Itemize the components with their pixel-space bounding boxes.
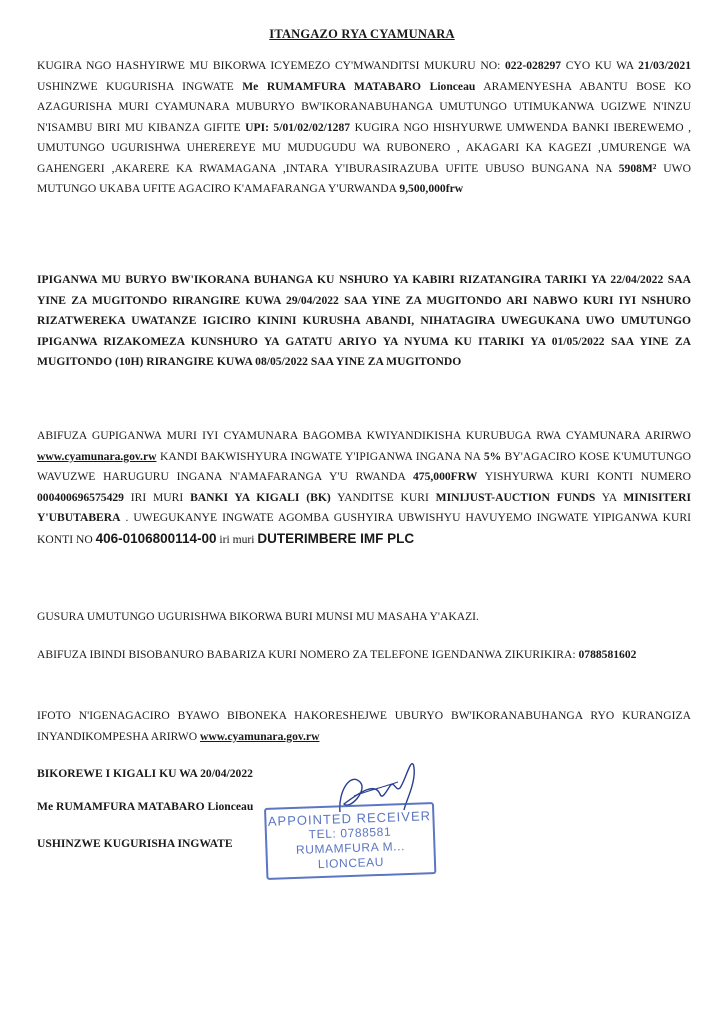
- bank-name: BANKI YA KIGALI (BK): [190, 490, 331, 504]
- paragraph-intro: [37, 56, 691, 200]
- text: . UWEGUKANYE INGWATE AGOMBA GUSHYIRA UBWISHYU HAVUYEMO INGWATE YIPIGANWA KURI KONTI NO: [37, 511, 691, 546]
- paragraph-visit: GUSURA UMUTUNGO UGURISHWA BIKORWA BURI MUNSI MU MASAHA Y'AKAZI.: [37, 610, 479, 623]
- text: USHINZWE KUGURISHA INGWATE: [37, 79, 243, 93]
- text: IRI MURI: [123, 490, 191, 504]
- stamp-line: APPOINTED RECEIVER: [267, 808, 432, 829]
- text: UWO MUTUNGO UKABA UFITE AGACIRO K'AMAFARANGA Y'URWANDA: [37, 161, 691, 195]
- deposit-amount: 475,000FRW: [413, 470, 478, 483]
- property-value: 9,500,000frw: [399, 182, 464, 195]
- signoff-role: USHINZWE KUGURISHA INGWATE: [37, 837, 233, 850]
- text: KANDI BAKWISHYURA INGWATE Y'IPIGANWA INGANA NA: [156, 449, 484, 463]
- page-title: ITANGAZO RYA CYAMUNARA: [269, 27, 455, 41]
- receiver-name: Me RUMAMFURA MATABARO Lionceau: [242, 79, 476, 93]
- deposit-percent: 5%: [483, 449, 502, 463]
- order-date: 21/03/2021: [638, 59, 691, 72]
- case-number: 022-028297: [505, 59, 562, 72]
- receiver-stamp: [264, 802, 436, 880]
- stamp-line: TEL: 0788581: [308, 824, 392, 842]
- text: iri muri: [216, 532, 258, 546]
- text: ARAMENYESHA ABANTU BOSE KO AZAGURISHA MURI CYAMUNARA MUBURYO BW'IKORANABUHANGA UMUTUNGO UTIMUKANWA UGIZWE N'INZU N'ISAMBU BIRI MU KIBANZA GIFITE: [37, 79, 692, 134]
- paragraph-registration: [37, 426, 691, 550]
- cyamunara-link[interactable]: www.cyamunara.gov.rw: [37, 449, 157, 463]
- phone-number: 0788581602: [578, 648, 637, 661]
- text: YANDITSE KURI: [330, 490, 436, 504]
- paragraph-auction-schedule: IPIGANWA MU BURYO BW'IKORANA BUHANGA KU NSHURO YA KABIRI RIZATANGIRA TARIKI YA 22/04/2022 SAA YINE ZA MUGITONDO RIRANGIRE KUWA 29/04/2022 SAA YINE ZA MUGITONDO ARI NABWO KURI IYI NSHURO RIZATWEREKA UWATANZE IGICIRO KININI KURUSHA ABANDI, NIHATAGIRA UWEGUKANA UWO UMUTUNGO IPIGANWA RIZAKOMEZA KUNSHURO YA GATATU ARIYO YA NYUMA KU ITARIKI YA 01/05/2022 SAA YINE ZA MUGITONDO (10H) RIRANGIRE KUWA 08/05/2022 SAA YINE ZA MUGITONDO: [37, 273, 691, 368]
- text: CYO KU WA: [561, 59, 639, 72]
- stamp-line: LIONCEAU: [317, 854, 385, 872]
- text: YA: [595, 490, 624, 504]
- account-number-imf: 406-0106800114-00: [95, 530, 217, 546]
- ministry-name: MINISITERI Y'UBUTABERA: [37, 490, 691, 524]
- property-area: 5908M²: [618, 161, 657, 175]
- cyamunara-link[interactable]: www.cyamunara.gov.rw: [199, 729, 320, 743]
- text: KUGIRA NGO HISHYURWE UMWENDA BANKI IBEREWEMO , UMUTUNGO UGURISHWA UHEREREYE MU MUDUGUDU WA RUBONERO , AKAGARI KA KAGEZI ,UMURENGE WA GAHENGERI ,AKARERE KA RWAMAGANA ,INTARA Y'IBURASIRAZUBA UFITE UBUSO BUNGANA NA: [37, 120, 691, 175]
- signoff-name: Me RUMAMFURA MATABARO Lionceau: [37, 800, 254, 813]
- text: ABIFUZA GUPIGANWA MURI IYI CYAMUNARA BAGOMBA KWIYANDIKISHA KURUBUGA RWA CYAMUNARA ARIRWO: [37, 429, 691, 442]
- stamp-line: RUMAMFURA M...: [295, 839, 406, 857]
- fund-name: MINIJUST-AUCTION FUNDS: [435, 490, 596, 504]
- text: KUGIRA NGO HASHYIRWE MU BIKORWA ICYEMEZO CY'MWANDITSI MUKURU NO:: [37, 59, 505, 72]
- signoff-place-date: BIKOREWE I KIGALI KU WA 20/04/2022: [37, 767, 253, 780]
- text: ABIFUZA IBINDI BISOBANURO BABARIZA KURI NOMERO ZA TELEFONE IGENDANWA ZIKURIKIRA:: [37, 648, 579, 661]
- imf-name: DUTERIMBERE IMF PLC: [257, 530, 415, 546]
- paragraph-contact: [37, 645, 691, 666]
- text: IFOTO N'IGENAGACIRO BYAWO BIBONEKA HAKORESHEJWE UBURYO BW'IKORANABUHANGA RYO KURANGIZA INYANDIKOMPESHA ARIRWO: [37, 709, 691, 743]
- account-number-bk: 000400696575429: [37, 490, 124, 504]
- text: BY'AGACIRO KOSE K'UMUTUNGO WAVUZWE HARUGURU INGANA N'AMAFARANGA Y'U RWANDA: [37, 449, 691, 483]
- paragraph-photos: [37, 706, 691, 747]
- text: YISHYURWA KURI KONTI NUMERO: [477, 470, 691, 483]
- upi-number: UPI: 5/01/02/02/1287: [245, 120, 351, 134]
